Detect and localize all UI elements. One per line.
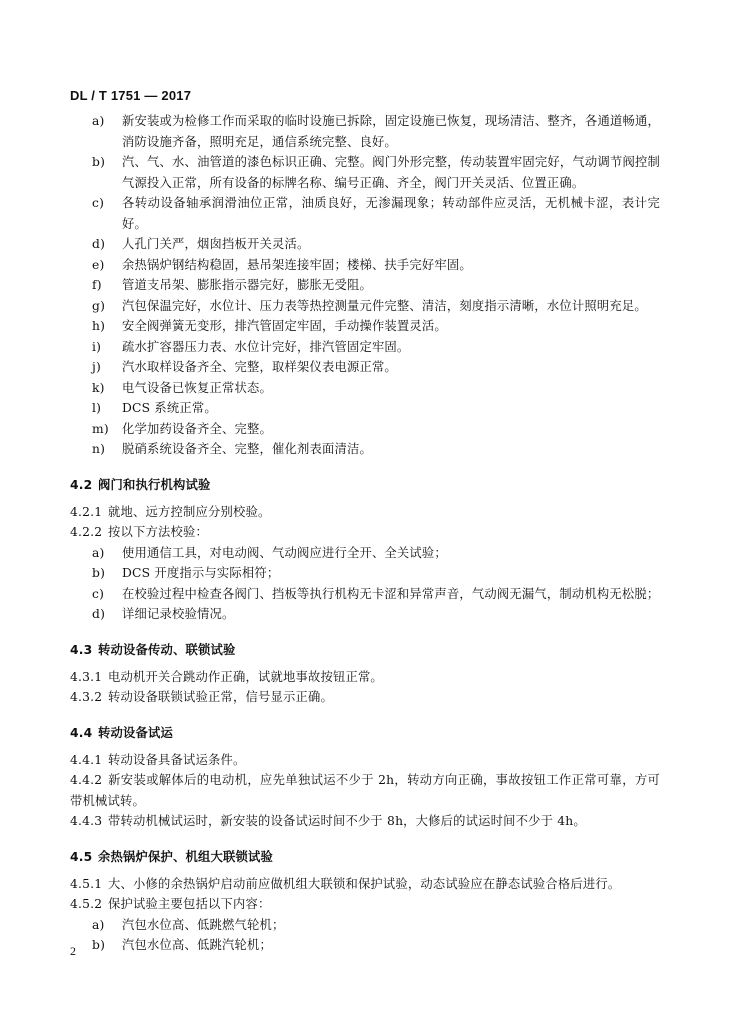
document-body xyxy=(70,111,660,956)
list-label: m) xyxy=(92,421,109,436)
clause-text: 新安装或解体后的电动机，应先单独试运不少于 2h，转动方向正确，事故按钮工作正常可靠，方可带机械试转。 xyxy=(70,773,660,808)
list-label: e) xyxy=(92,257,105,272)
list-text: DCS 开度指示与实际相符； xyxy=(122,566,280,580)
page-number: 2 xyxy=(70,944,76,958)
list-text: DCS 系统正常。 xyxy=(122,401,217,415)
list-label: a) xyxy=(92,917,105,932)
list-label: c) xyxy=(92,586,105,601)
list-item xyxy=(70,543,660,564)
list-text: 管道支吊架、膨胀指示器完好，膨胀无受阻。 xyxy=(122,278,372,292)
clause-4-2-2 xyxy=(70,522,660,543)
section-heading-4-5 xyxy=(70,847,660,867)
clause-number: 4.2.1 xyxy=(70,504,103,519)
list-text: 疏水扩容器压力表、水位计完好，排汽管固定牢固。 xyxy=(122,339,410,354)
list-label: h) xyxy=(92,319,106,333)
list-item xyxy=(70,378,660,399)
standard-number-header: DL / T 1751 — 2017 xyxy=(70,88,192,103)
list-item xyxy=(70,234,660,255)
list-text: 各转动设备轴承润滑油位正常，油质良好，无渗漏现象；转动部件应灵活，无机械卡涩，表计完好。 xyxy=(122,196,660,231)
list-label: a) xyxy=(92,545,105,560)
clause-number: 4.4.2 xyxy=(70,773,103,787)
list-label: j) xyxy=(92,360,102,374)
list-text: 安全阀弹簧无变形，排汽管固定牢固，手动操作装置灵活。 xyxy=(122,319,447,333)
list-text: 在校验过程中检查各阀门、挡板等执行机构无卡涩和异常声音，气动阀无漏气，制动机构无松脱； xyxy=(122,586,660,601)
clause-4-3-1 xyxy=(70,667,660,688)
section-number: 4.4 xyxy=(70,725,93,740)
list-item xyxy=(70,296,660,317)
list-item xyxy=(70,152,660,193)
clause-4-2-1 xyxy=(70,502,660,523)
list-item xyxy=(70,935,660,956)
clause-text: 就地、远方控制应分别校验。 xyxy=(108,504,271,519)
list-label: g) xyxy=(92,298,106,313)
list-text: 详细记录校验情况。 xyxy=(122,607,235,621)
list-text: 电气设备已恢复正常状态。 xyxy=(122,380,272,395)
list-text: 汽包水位高、低跳汽轮机； xyxy=(122,938,272,952)
list-text: 使用通信工具，对电动阀、气动阀应进行全开、全关试验； xyxy=(122,545,447,560)
list-text: 脱硝系统设备齐全、完整，催化剂表面清洁。 xyxy=(122,442,372,456)
list-label: n) xyxy=(92,442,106,456)
list-text: 汽、气、水、油管道的漆色标识正确、完整。阀门外形完整，传动装置牢固完好，气动调节阀控制气源投入正常，所有设备的标牌名称、编号正确、齐全，阀门开关灵活、位置正确。 xyxy=(122,155,660,190)
list-item xyxy=(70,275,660,296)
section-title: 转动设备传动、联锁试验 xyxy=(98,642,236,657)
list-text: 余热锅炉钢结构稳固，悬吊架连接牢固；楼梯、扶手完好牢固。 xyxy=(122,257,472,272)
clause-4-5-1 xyxy=(70,874,660,895)
list-label: c) xyxy=(92,196,105,210)
section-number: 4.2 xyxy=(70,477,93,492)
list-text: 人孔门关严，烟囱挡板开关灵活。 xyxy=(122,237,310,251)
section-heading-4-4 xyxy=(70,723,660,743)
section-number: 4.3 xyxy=(70,642,93,657)
section-title: 转动设备试运 xyxy=(98,725,173,740)
clause-number: 4.4.1 xyxy=(70,752,103,767)
list-label: k) xyxy=(92,380,105,395)
list-item xyxy=(70,439,660,460)
list-label: b) xyxy=(92,938,106,952)
checklist-a xyxy=(70,111,660,460)
section-heading-4-2 xyxy=(70,475,660,495)
list-text: 化学加药设备齐全、完整。 xyxy=(122,421,272,436)
list-text: 汽包水位高、低跳燃气轮机； xyxy=(122,917,285,932)
list-item xyxy=(70,316,660,337)
list-text: 汽包保温完好，水位计、压力表等热控测量元件完整、清洁，刻度指示清晰，水位计照明充足。 xyxy=(122,298,647,313)
clause-4-3-2 xyxy=(70,687,660,708)
list-label: d) xyxy=(92,237,106,251)
clause-text: 大、小修的余热锅炉启动前应做机组大联锁和保护试验，动态试验应在静态试验合格后进行。 xyxy=(108,876,621,891)
section-number: 4.5 xyxy=(70,849,93,864)
list-label: a) xyxy=(92,114,105,128)
clause-4-4-3 xyxy=(70,811,660,832)
clause-number: 4.3.1 xyxy=(70,669,103,684)
list-item xyxy=(70,604,660,625)
list-item xyxy=(70,111,660,152)
list-label: b) xyxy=(92,155,106,169)
list-text: 新安装或为检修工作而采取的临时设施已拆除，固定设施已恢复，现场清洁、整齐，各通道畅通，消防设施齐备，照明充足，通信系统完整、良好。 xyxy=(122,114,660,149)
clause-number: 4.2.2 xyxy=(70,525,103,539)
clause-4-4-2 xyxy=(70,770,660,811)
list-item xyxy=(70,563,660,584)
clause-number: 4.4.3 xyxy=(70,814,103,828)
clause-number: 4.5.2 xyxy=(70,897,103,911)
clause-text: 保护试验主要包括以下内容： xyxy=(108,897,271,911)
clause-text: 转动设备联锁试验正常，信号显示正确。 xyxy=(108,690,333,704)
list-item xyxy=(70,915,660,936)
clause-number: 4.5.1 xyxy=(70,876,103,891)
section-heading-4-3 xyxy=(70,640,660,660)
list-item xyxy=(70,398,660,419)
list-item xyxy=(70,193,660,234)
clause-text: 按以下方法校验： xyxy=(108,525,208,539)
list-item xyxy=(70,337,660,358)
list-label: l) xyxy=(92,401,102,415)
list-item xyxy=(70,419,660,440)
section-title: 阀门和执行机构试验 xyxy=(98,477,211,492)
clause-4-4-1 xyxy=(70,750,660,771)
clause-text: 带转动机械试运时，新安装的设备试运时间不少于 8h，大修后的试运时间不少于 4h。 xyxy=(108,814,586,828)
clause-number: 4.3.2 xyxy=(70,690,103,704)
list-item xyxy=(70,584,660,605)
clause-text: 转动设备具备试运条件。 xyxy=(108,752,246,767)
list-label: i) xyxy=(92,339,102,354)
list-label: d) xyxy=(92,607,106,621)
list-label: f) xyxy=(92,278,102,292)
section-title: 余热锅炉保护、机组大联锁试验 xyxy=(98,849,273,864)
clause-text: 电动机开关合跳动作正确，试就地事故按钮正常。 xyxy=(108,669,383,684)
list-text: 汽水取样设备齐全、完整，取样架仪表电源正常。 xyxy=(122,360,397,374)
clause-4-5-2 xyxy=(70,894,660,915)
list-item xyxy=(70,357,660,378)
list-item xyxy=(70,255,660,276)
list-label: b) xyxy=(92,566,106,580)
